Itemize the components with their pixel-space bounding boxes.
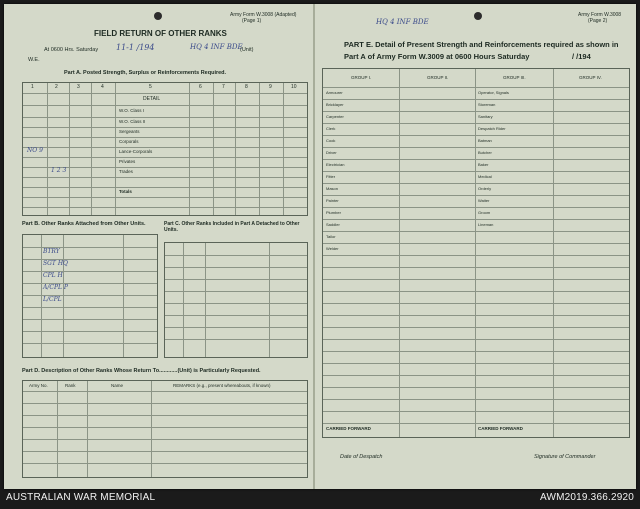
at-line: At 0600 Hrs. Saturday [44,47,99,53]
part-e-date: / /194 [572,52,591,61]
part-c-heading: Part C. Other Ranks Included in Part A Detached to Other Units. [164,221,300,233]
part-b-heading: Part B. Other Ranks Attached from Other Units. [22,221,146,227]
binder-hole [474,12,482,20]
unit-label: (Unit) [240,47,254,53]
unit-handwritten: HQ 4 INF BDE [190,43,243,51]
part-e-line2: Part A of Army Form W.3009 at 0600 Hours Saturday [344,52,530,61]
part-e-table: GROUP I. GROUP II. GROUP III. GROUP IV. Armourer Bricklayer Carpenter Clerk Cook Driver Electrician Fitter Mason Painter Plumber Saddler Tailor Welder Operator, Signals Storeman Sanitary Despatch Rider Batman Butcher Baker Medical Orderly Waiter Groom Lineman CARRIED FORWARD CARRIED FORWARD [322,68,630,438]
signature-label: Signature of Commander [534,454,596,460]
caption-accession: AWM2019.366.2920 [539,492,634,503]
right-unit-handwritten: HQ 4 INF BDE [376,18,429,26]
left-form-ref: Army Form W.3008 (Adapted) [230,12,297,18]
right-form-ref: Army Form W.3008 [578,12,622,18]
left-page-ref: (Page 1) [242,18,262,24]
part-a-heading: Part A. Posted Strength, Surplus or Reinforcements Required. [64,70,227,76]
part-c-table [164,242,308,358]
document-scan [4,4,636,489]
part-e-line1: PART E. Detail of Present Strength and Reinforcements required as shown in [344,40,619,49]
caption-institution: AUSTRALIAN WAR MEMORIAL [6,492,156,503]
part-d-table: Army No. Rank Name REMARKS (e.g., present whereabouts, if known) [22,380,308,478]
date-handwritten: 11-1 /194 [116,43,155,52]
part-a-table: 1 2 3 4 5 6 7 8 9 10 DETAIL W.O. Class I W.O. Class II Sergeants Corporals Lance-Corporals Privates Trades Totals NO 9 1 2 3 [22,82,308,216]
date-of-despatch: Date of Despatch [340,454,383,460]
page-fold [313,4,315,489]
left-title: FIELD RETURN OF OTHER RANKS [94,29,227,38]
right-page-ref: (Page 2) [588,18,608,24]
we-line: W.E. [28,57,40,63]
part-b-table: BTRY SGT HQ CPL H A/CPL P L/CPL [22,234,158,358]
binder-hole [154,12,162,20]
part-d-heading: Part D. Description of Other Ranks Whose Return To............(Unit) is Particularly Requested. [22,368,261,374]
